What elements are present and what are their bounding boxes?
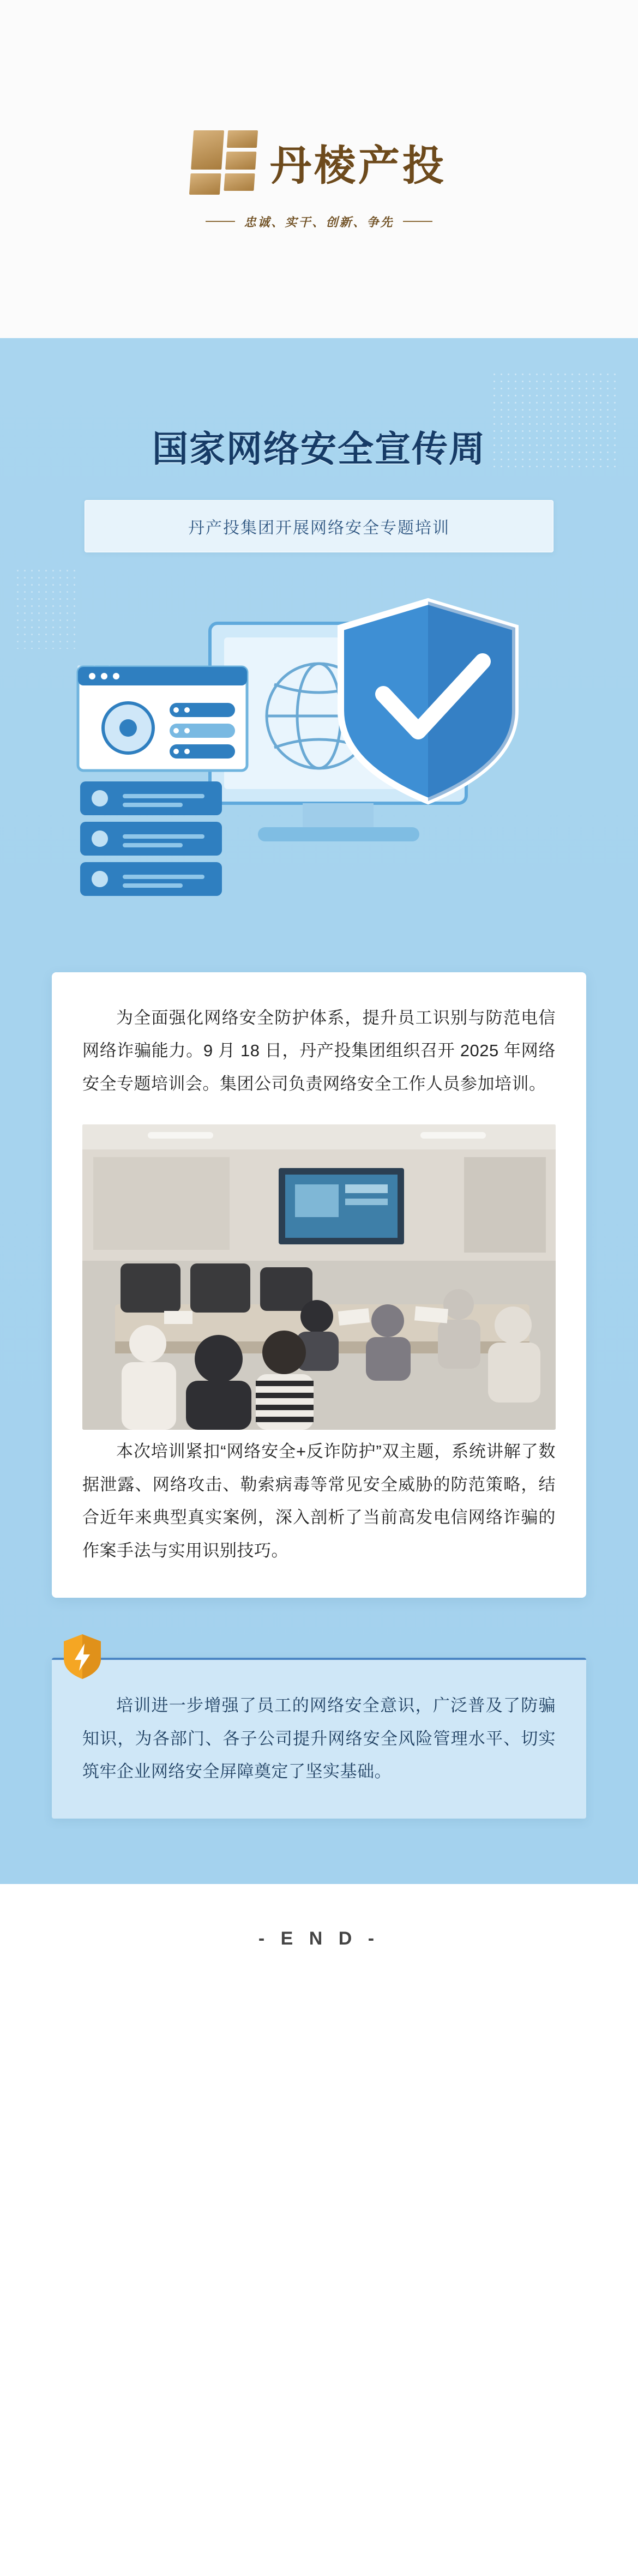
paragraph-1: 为全面强化网络安全防护体系，提升员工识别与防范电信网络诈骗能力。9 月 18 日，丹产投集团组织召开 2025 年网络安全专题培训会。集团公司负责网络安全工作人员参加培训。 [82, 1008, 556, 1093]
brick-grid-logo-icon [189, 130, 258, 195]
brand-header [0, 0, 638, 338]
slogan-dash-left [206, 221, 235, 222]
article-footer [0, 1884, 638, 1993]
server-rack-icon [80, 781, 222, 896]
content-card [52, 972, 586, 1598]
title-block [0, 338, 638, 552]
subtitle-bar [85, 500, 553, 552]
brand-slogan: 忠诚、实干、创新、争先 [244, 215, 394, 229]
article-body [0, 338, 638, 1884]
logo-row [191, 130, 447, 195]
highlight-text: 培训进一步增强了员工的网络安全意识，广泛普及了防骗知识，为各部门、各子公司提升网络安全风险管理水平、切实筑牢企业网络安全屏障奠定了坚实基础。 [82, 1696, 556, 1781]
brand-name: 丹棱产投 [270, 133, 447, 192]
page-subtitle: 丹产投集团开展网络安全专题培训 [188, 519, 450, 537]
highlight-card [52, 1658, 586, 1819]
brand-slogan-row [206, 213, 432, 230]
paragraph-2: 本次培训紧扣“网络安全+反诈防护”双主题，系统讲解了数据泄露、网络攻击、勒索病毒等常见安全威胁的防范策略，结合近年来典型真实案例，深入剖析了当前高发电信网络诈骗的作案手法与实用识别技巧。 [82, 1442, 556, 1560]
shield-bolt-icon [62, 1633, 103, 1681]
slogan-dash-right [403, 221, 432, 222]
data-panel-icon [78, 667, 247, 771]
hero-illustration [46, 585, 592, 923]
training-meeting-photo [82, 1124, 556, 1430]
highlight-section [52, 1658, 586, 1819]
end-label: - E N D - [258, 1928, 380, 1949]
page-title: 国家网络安全宣传周 [152, 428, 486, 470]
